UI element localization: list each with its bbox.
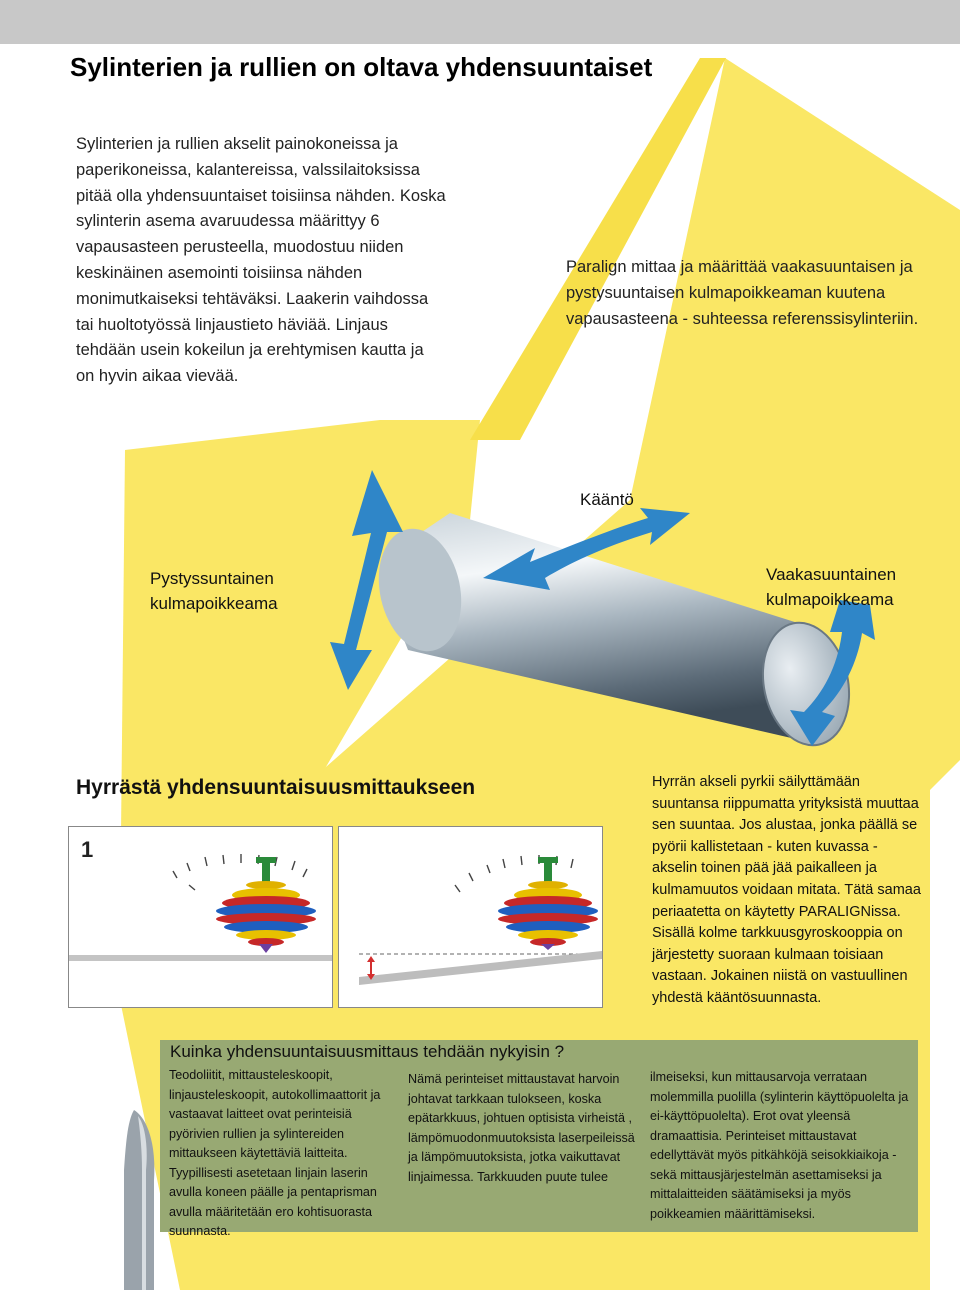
info-column-3: ilmeiseksi, kun mittausarvoja verrataan molemmilla puolilla (sylinterin käyttöpuolelta ja ei-käyttöpuolelta). Erot ovat yleensä dramaattisia. Perinteiset mittaustavat edellyttävät myös pitkähköjä seisokkiaikoja - sekä mittausjärjestelmän asettamiseksi ja mittalaitteiden säätämiseksi ja myös poikkeamien määrittämiseksi. — [650, 1070, 909, 1221]
info-column-1: Teodoliitit, mittausteleskoopit, linjausteleskoopit, autokollimaattorit ja vastaavat laitteet ovat perinteisiä pyörivien rullien ja sylintereiden mittaukseen käytettäviä laitteita. Tyypillisesti asetetaan linjain laserin avulla koneen päälle ja pentaprisman avulla määritetään ero kohtisuorasta suunnasta. — [169, 1068, 381, 1238]
scale-ticks — [173, 854, 307, 890]
frame-number: 1 — [81, 837, 94, 862]
info-box — [160, 1040, 918, 1238]
intro-paragraph: Sylinterien ja rullien akselit painokoneissa ja paperikoneissa, kalantereissa, valssilaitoksissa pitää olla yhdensuuntaiset toisiinsa nähden. Koska sylinterin asema avaruudessa määrittyy 6 vapausasteen perusteella, muodostuu niiden keskinäinen asemointi toisiinsa nähden monimutkaiseksi tehtäväksi. Laakerin vaihdossa tai huoltotyössä linjaustieto häviää. Linjaus tehdään usein kokeilun ja erehtymisen kautta ja on hyvin aikaa vievää. — [76, 135, 446, 386]
vertical-label-line-2: kulmapoikkeama — [150, 594, 278, 613]
gyro-description: Hyrrän akseli pyrkii säilyttämään suuntansa riippumatta yrityksistä muuttaa sen suuntaa. Jos alustaa, jonka päällä se pyörii kallistetaan - kuten kuvassa - akselin toinen pää jää paikalleen ja kulmamuutos voidaan mitata. Tätä samaa periaatetta on käytetty PARALIGNissa. Sisällä kolme tarkkuusgyroskooppia on järjestetty suoraan kulmaan toisiaan vastaan. Jokainen niistä on vastuullinen yhdestä kääntösuunnasta. — [652, 774, 921, 1006]
horizontal-label-line-1: Vaakasuuntainen — [766, 565, 897, 584]
gyro-frame-level — [68, 826, 333, 1008]
info-box-heading: Kuinka yhdensuuntaisuusmittaus tehdään nykyisin ? — [170, 1042, 565, 1061]
ground-platform — [69, 955, 332, 961]
horizontal-deviation-label — [766, 562, 956, 612]
gyro-tilted-illustration — [339, 827, 602, 1007]
gyro-level-illustration — [69, 827, 332, 1007]
horizontal-label-line-2: kulmapoikkeama — [766, 590, 894, 609]
gyro-section-heading: Hyrrästä yhdensuuntaisuusmittaukseen — [76, 776, 476, 799]
page-title: Sylinterien ja rullien on oltava yhdensuuntaiset — [70, 52, 653, 82]
vertical-deviation-label — [150, 566, 350, 616]
tilted-platform — [359, 951, 602, 985]
info-column-2: Nämä perinteiset mittaustavat harvoin johtavat tarkkaan tulokseen, koska epätarkkuus, johtuen optisista virheistä , lämpömuodonmuutoksista laserpeileissä ja lämpömuutoksista, jotka vaikuttavat linjaimessa. Tarkkuuden puute tulee — [408, 1072, 635, 1184]
vertical-label-line-1: Pystyssuntainen — [150, 569, 274, 588]
paralign-paragraph: Paralign mittaa ja määrittää vaakasuuntaisen ja pystysuuntaisen kulmapoikkeaman kuutena vapausasteena - suhteessa referenssisylinteriin. — [566, 258, 919, 328]
gyro-frame-tilted — [338, 826, 603, 1008]
rotation-label: Kääntö — [580, 490, 634, 509]
gyro-top — [498, 857, 598, 950]
device-edge-illustration — [124, 1110, 158, 1290]
gyro-top — [216, 857, 316, 953]
